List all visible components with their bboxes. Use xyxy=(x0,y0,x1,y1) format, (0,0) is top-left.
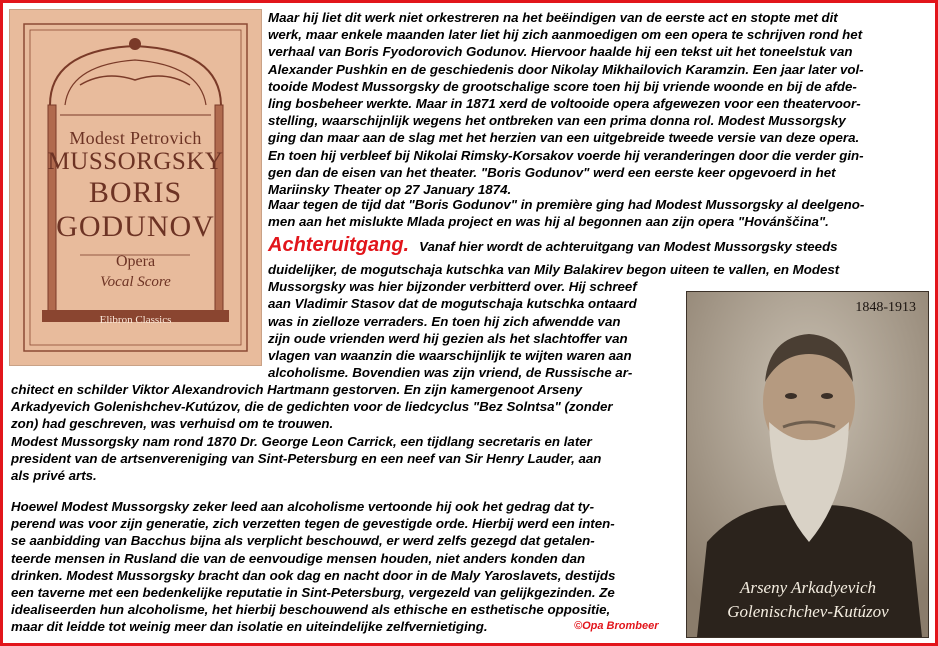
para5-line: perend was voor zijn generatie, zich verzetten tegen de gevestigde orde. Hierbij werd een inten- xyxy=(11,516,615,532)
cover-author-last: MUSSORGSKY xyxy=(47,148,224,175)
para5-line: idealiseerden hun alcoholisme, het hierbij beschouwend als ethische en esthetische oppositie, xyxy=(11,602,611,618)
cover-publisher: Elibron Classics xyxy=(99,314,172,326)
section-heading-row xyxy=(268,234,838,257)
para1-line: ling bosbeheer werkte. Maar in 1871 xerd de voltooide opera afgewezen voor een theatervoor- xyxy=(268,96,861,112)
para5-line: teerde mensen in Rusland die van de eenvoudige mensen houden, niet anders konden dan xyxy=(11,550,586,566)
para5-line: se aanbidding van Bacchus bijna als verplicht beschouwd, er werd zelfs gezegd dat getalen- xyxy=(11,533,595,549)
paragraph-5 xyxy=(11,498,615,636)
para1-line: En toen hij verbleef bij Nikolai Rimsky-Korsakov voerde hij veranderingen door die verder gin- xyxy=(268,147,864,163)
para5-line: drinken. Modest Mussorgsky bracht dan ook dag en nacht door in de Maly Yaroslavets, destijds xyxy=(11,567,616,583)
para4-line: als privé arts. xyxy=(11,468,97,484)
paragraph-2 xyxy=(268,196,864,230)
para1-line: Alexander Pushkin en de geschiedenis door Nikolay Mikhailovich Karamzin. Een jaar later vol- xyxy=(268,61,864,77)
para2-line: Maar tegen de tijd dat "Boris Godunov" in première ging had Modest Mussorgsky al deelgeno- xyxy=(268,197,865,212)
para1-line: stelling, waarschijnlijk wegens het ontbreken van een prima donna rol. Modest Mussorgsky xyxy=(268,113,846,129)
paragraph-1 xyxy=(268,9,864,198)
cover-title-line1: BORIS xyxy=(88,176,183,209)
book-cover-image xyxy=(9,9,262,366)
para3-line: Mussorgsky was hier bijzonder verbitterd over. Hij schreef xyxy=(268,279,637,295)
para1-line: werk, maar enkele maanden later liet hij zich aanmoedigen om een opera te schrijven rond het xyxy=(268,27,863,43)
paragraph-4 xyxy=(11,381,613,484)
para1-line: verhaal van Boris Fyodorovich Godunov. Hiervoor haalde hij een tekst uit het toneelstuk van xyxy=(268,44,853,60)
portrait-years: 1848-1913 xyxy=(855,300,916,315)
para5-line: Hoewel Modest Mussorgsky zeker leed aan alcoholisme vertoonde hij ook het gedrag dat ty- xyxy=(11,499,594,514)
para1-line: Mariinsky Theater op 27 January 1874. xyxy=(268,182,512,198)
portrait-caption-line1: Arseny Arkadyevich xyxy=(739,578,877,597)
para3-line: aan Vladimir Stasov dat de mogutschaja kutschka ontaard xyxy=(268,296,637,312)
para2-line: men aan het mislukte Mlada project en was hij al begonnen aan zijn opera "Hovánščina". xyxy=(268,214,829,230)
para4-line: chitect en schilder Viktor Alexandrovich Hartmann gestorven. En zijn kamergenoot Arseny xyxy=(11,382,583,397)
para4-line: Arkadyevich Golenishchev-Kutúzov, die de gedichten voor de liedcyclus "Bez Solntsa" (zonder xyxy=(11,399,613,415)
heading-continuation: Vanaf hier wordt de achteruitgang van Modest Mussorgsky steeds xyxy=(419,239,838,254)
cover-edition: Vocal Score xyxy=(100,274,171,290)
para3-line: zijn oude vrienden werd hij gezien als het slachtoffer van xyxy=(268,330,628,346)
para5-line: een taverne met een bedenkelijke reputatie in Sint-Petersburg, vergezeld van gelijkgezinden. Ze xyxy=(11,585,615,601)
portrait-caption-line2: Golenischchev-Kutúzov xyxy=(727,602,889,621)
para1-line: tooide Modest Mussorgsky de grootschalige score toen hij bij vriende woonde en bij de afde- xyxy=(268,78,857,94)
cover-subtitle: Opera xyxy=(115,253,156,270)
section-heading: Achteruitgang. xyxy=(268,234,410,256)
para4-line: Modest Mussorgsky nam rond 1870 Dr. George Leon Carrick, een tijdlang secretaris en later xyxy=(11,433,592,449)
para3-line: vlagen van waanzin die waarschijnlijk te wijten waren aan xyxy=(268,348,632,364)
para1-line: gen dan de eisen van het theater. "Boris Godunov" werd een eerste keer opgevoerd in het xyxy=(268,164,836,180)
para5-line: maar dit leidde tot weinig meer dan isolatie en uiteindelijke zelfvernietiging. xyxy=(11,619,488,635)
cover-title-line2: GODUNOV xyxy=(56,210,215,243)
credit-text: ©Opa Brombeer xyxy=(574,620,659,632)
para3-line: duidelijker, de mogutschaja kutschka van Mily Balakirev begon uiteen te vallen, en Modest xyxy=(268,262,840,277)
cover-author-first: Modest Petrovich xyxy=(69,128,202,148)
para1-line: ging dan maar aan de slag met het herzien van een uitgebreide tweede versie van deze opera. xyxy=(268,130,860,146)
para3-line: was in zielloze verraders. En toen hij zich afwendde van xyxy=(268,313,621,329)
para3-line: alcoholisme. Bovendien was zijn vriend, de Russische ar- xyxy=(268,365,633,381)
para4-line: president van de artsenvereniging van Sint-Petersburg en een neef van Sir Henry Lauder, aan xyxy=(11,450,602,466)
para4-line: zon) had geschreven, was verhuisd om te trouwen. xyxy=(11,416,334,432)
portrait-photo xyxy=(686,291,929,638)
para1-line: Maar hij liet dit werk niet orkestreren na het beëindigen van de eerste act en stopte met dit xyxy=(268,10,838,25)
